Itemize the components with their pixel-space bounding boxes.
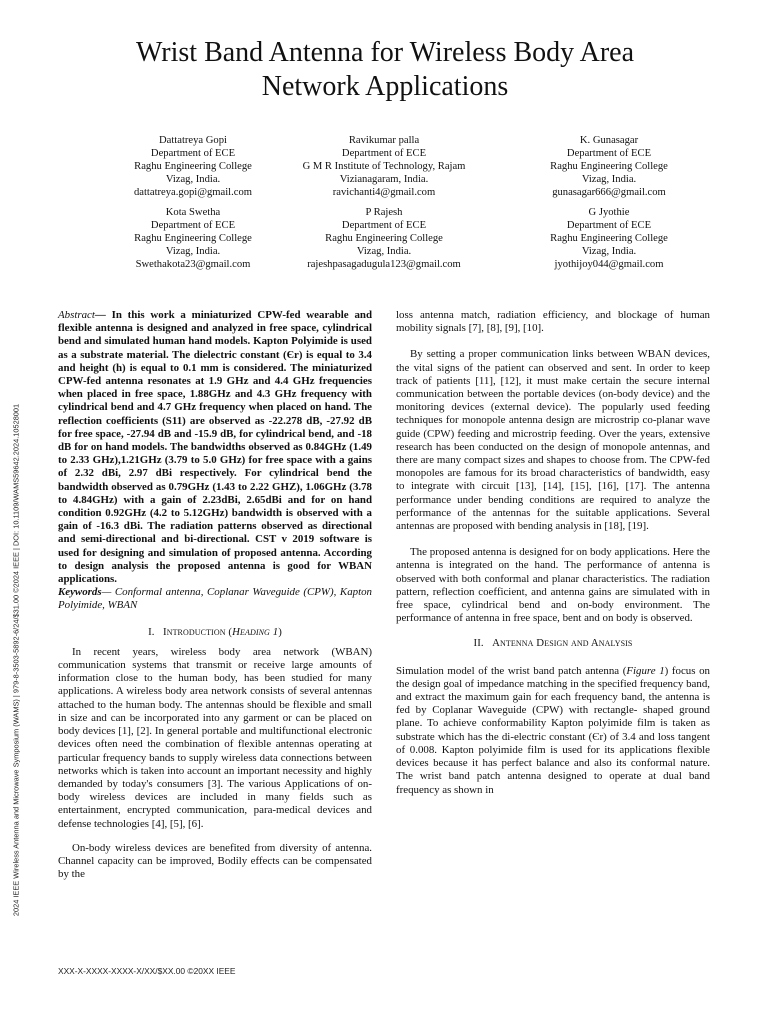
keywords-label: Keywords: [58, 586, 102, 599]
author-block-1: [88, 134, 298, 199]
section-heading-1: [58, 626, 372, 639]
heading-italic: Heading 1: [232, 625, 279, 638]
author-name: Dattatreya Gopi: [159, 135, 227, 146]
author-city: Vizag, India.: [581, 246, 637, 257]
design-paragraph-1: [396, 665, 710, 797]
author-name: P Rajesh: [365, 207, 403, 218]
figure-ref: Figure 1: [626, 664, 665, 677]
author-email: jyothijoy044@gmail.com: [554, 259, 664, 270]
author-city: Vizag, India.: [581, 174, 637, 185]
intro-paragraph-2: On-body wireless devices are benefited from diversity of antenna. Channel capacity can be improved, Bodily effects can be compensated by the: [58, 841, 372, 881]
author-block-4: [88, 206, 298, 271]
author-dept: Department of ECE: [566, 220, 652, 231]
author-name: Kota Swetha: [165, 207, 221, 218]
author-city: Vizag, India.: [165, 246, 221, 257]
author-name: G Jyothie: [588, 207, 630, 218]
author-inst: G M R Institute of Technology, Rajam: [302, 161, 466, 172]
author-email: Swethakota23@gmail.com: [135, 259, 251, 270]
keywords: [58, 586, 372, 612]
design-text-b: ) focus on the design goal of impedance matching in the specified frequency band, and extract the maximum gain for each frequency band, the antenna is fed by Coplanar Waveguide (CPW) with rectangle- shaped ground plane. To achieve conformability Kapton polyimide film is taken as substrate which has the di-electric constant (Єr) of 3.4 and loss tangent of 0.008. Kapton polyimide film is used for its applications flexible devices because it has perfect balance and also its conformal nature. The wrist band patch antenna designed to operate at dual band frequency as shown in: [396, 664, 710, 796]
author-email: dattatreya.gopi@gmail.com: [133, 187, 252, 198]
copyright-footer: XXX-X-XXXX-XXXX-X/XX/$XX.00 ©20XX IEEE: [58, 966, 236, 976]
author-block-3: [504, 134, 714, 199]
author-dept: Department of ECE: [341, 220, 427, 231]
title-line-1: Wrist Band Antenna for Wireless Body Area: [135, 37, 634, 68]
abstract-body: — In this work a miniaturized CPW-fed wearable and flexible antenna is designed and analyzed in free space, cylindrical bend and simulated human hand models. Kapton Polyimide is used as a substrate material. The dielectric constant (Єr) is equal to 3.4 and height (h) is equal to 0.1 mm is considered. The miniaturized CPW-fed antenna resonates at 1.9 GHz and 4.4 GHz frequencies when placed in free space, 1.88GHz and 4.3 GHz frequency with cylindrical bend and 4.7 GHz frequency when placed on hand. The reflection coefficients (S11) are observed as -22.278 dB, -27.92 dB for free space, -27.94 dB and -15.9 dB, for cylindrical bend, and -18 dB for on hand models. The bandwidths observed as 0.84GHz (1.49 to 2.33 GHz),1.21GHz (3.79 to 5.0 GHz) for free space with a gains of 2.32 dBi, 2.97 dBi respectively. For cylindrical bend the bandwidth observed as 0.79GHz (1.43 to 2.22 GHZ), 1.06GHz (3.78 to 4.84GHz) with a gain of 2.23dBi, 2.65dBi and for on hand condition 0.92GHz (4.2 to 5.12GHz) bandwidth is observed with a gain of -16.3 dBi. The radiation patterns observed as directional and semi-directional and bi-directional. CST v 2019 software is used for designing and simulation of proposed antenna. According to design analysis the proposed antenna is good for WBAN applications.: [58, 309, 372, 586]
author-email: ravichanti4@gmail.com: [332, 187, 436, 198]
author-block-6: [504, 206, 714, 271]
author-name: K. Gunasagar: [579, 135, 639, 146]
title-line-2: Network Applications: [261, 71, 509, 102]
section-heading-2: [396, 637, 710, 650]
author-city: Vizag, India.: [165, 174, 221, 185]
intro-paragraph-4: The proposed antenna is designed for on body applications. Here the antenna is integrated on the hand. The performance of antenna is observed with both conformal and planar characteristics. The radiation pattern, reflection coefficient, and antenna gains are simulated with in free space, cylindrical bend and on-body environment. The performance of antenna in free space, bent and on body is observed.: [396, 546, 710, 625]
author-email: gunasagar666@gmail.com: [552, 187, 666, 198]
continued-paragraph: loss antenna match, radiation efficiency, and blockage of human mobility signals [7], [8], [9], [10].: [396, 309, 710, 335]
heading-number: I.: [148, 625, 155, 638]
abstract: [58, 309, 372, 586]
author-block-2: [279, 134, 489, 199]
author-city: Vizianagaram, India.: [339, 174, 429, 185]
author-city: Vizag, India.: [356, 246, 412, 257]
author-inst: Raghu Engineering College: [325, 233, 443, 244]
heading-close: ): [278, 625, 282, 638]
intro-paragraph-1: In recent years, wireless body area network (WBAN) communication systems that transmit or receive large amounts of information close to the human body, has been studied for many applications. A wireless body area network consists of several antennas attached to the human body. The antennas should be flexible and small in size and can be incorporated into any garment or can be placed on body devices [1], [2]. In general portable and multifunctional electronic devices often need the combination of flexible antennas operating at particular frequency bands to supply wireless data connections between networks which is taken into account an important necessity and highly demanded by today's consumers [3]. The various Applications of on-body wireless devices are included in many fields such as entertainment, encrypted communication, para-medical devices and defense technologies [4], [5], [6].: [58, 645, 372, 830]
heading-text: Introduction (: [163, 625, 233, 638]
publication-sidebar: [4, 330, 28, 990]
sidebar-citation: 2024 IEEE Wireless Antenna and Microwave Symposium (WAMS) | 979-8-3503-5892-6/24/$31.00 ©2024 IEEE | DOI: 10.1109/WAMS59642.2024.10528001: [11, 403, 21, 917]
left-column: [58, 309, 372, 881]
author-block-5: [279, 206, 489, 271]
heading-text: Antenna Design and Analysis: [492, 637, 633, 650]
paper-title: [60, 36, 710, 104]
author-inst: Raghu Engineering College: [134, 161, 252, 172]
author-name: Ravikumar palla: [348, 135, 420, 146]
author-inst: Raghu Engineering College: [550, 233, 668, 244]
design-text-a: Simulation model of the wrist band patch antenna (: [396, 664, 627, 677]
author-dept: Department of ECE: [341, 148, 427, 159]
author-inst: Raghu Engineering College: [134, 233, 252, 244]
author-dept: Department of ECE: [150, 148, 236, 159]
abstract-label: Abstract: [58, 309, 95, 321]
keywords-body: — Conformal antenna, Coplanar Waveguide (CPW), Kapton Polyimide, WBAN: [58, 586, 372, 612]
author-dept: Department of ECE: [150, 220, 236, 231]
heading-number: II.: [473, 637, 484, 650]
author-email: rajeshpasagadugula123@gmail.com: [307, 259, 461, 270]
author-inst: Raghu Engineering College: [550, 161, 668, 172]
author-dept: Department of ECE: [566, 148, 652, 159]
intro-paragraph-3: By setting a proper communication links between WBAN devices, the vital signs of the patient can observed and sent. In order to keep track of patients [11], [12], it must make certain the secure internal communication between the portable devices (on-body device) and the monitoring devices (external device). The popularly used feeding techniques for monopole antenna design are microstrip co-planar wave guide (CPW) feeding and microstrip feeding. Over the years, extensive research has been conducted on the design of monopole antennas, and there are many compact sizes and shapes to choose from. The CPW-fed monopoles are famous for its broad characteristics of bandwidth, easy to integrate with circuit [13], [14], [15], [16], [17]. The antenna performance under bending conditions are required to analyze the performance of the antennas for the suitable applications. Several antennas are proposed with bending analysis in [18], [19].: [396, 348, 710, 533]
right-column: [396, 309, 710, 797]
